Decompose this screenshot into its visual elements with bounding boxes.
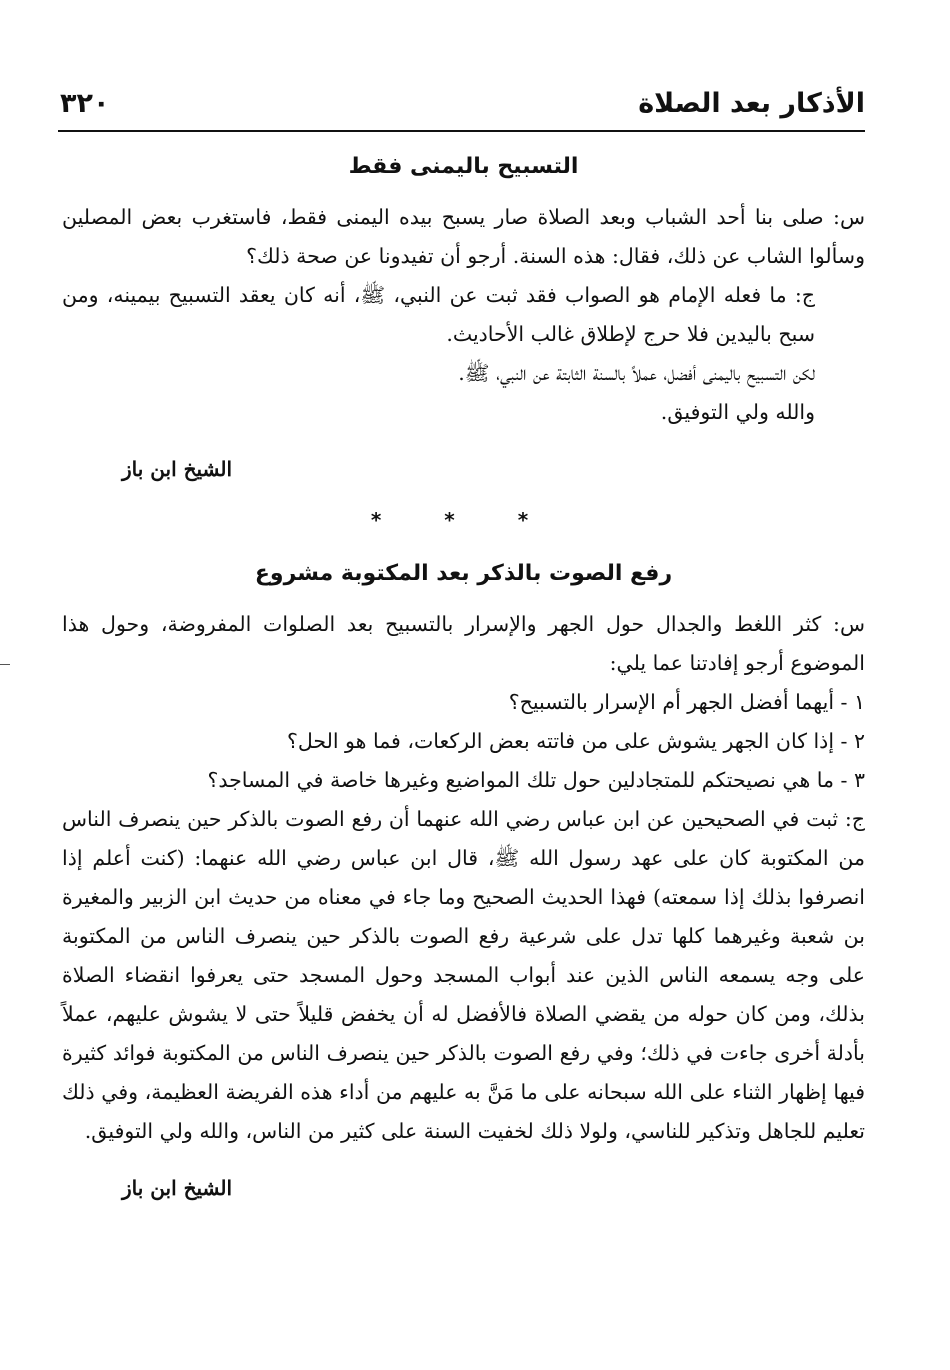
section-title-raising-voice: رفع الصوت بالذكر بعد المكتوبة مشروع [254, 561, 673, 586]
page-content [62, 142, 865, 1208]
section-title-right-hand-tasbih: التسبيح باليمنى فقط [348, 154, 579, 179]
running-header [60, 84, 865, 126]
closing-line: والله ولي التوفيق. [660, 400, 815, 424]
running-title: الأذكار بعد الصلاة [638, 88, 865, 119]
signature: الشيخ ابن باز [122, 1176, 233, 1200]
question-item-1: ١ - أيهما أفضل الجهر أم الإسرار بالتسبيح؟ [508, 690, 865, 714]
header-rule [58, 130, 865, 132]
margin-mark [0, 664, 10, 665]
answer-continuation: لكن التسبيح باليمنى أفضل، عملاً بالسنة الثابتة عن النبي، ﷺ. [458, 361, 815, 385]
question-paragraph: س: كثر اللغط والجدال حول الجهر والإسرار بالتسبيح بعد الصلوات المفروضة، وحول هذا الموضوع أرجو إفادتنا عما يلي: [62, 612, 865, 675]
page-number: ٣٢٠ [60, 88, 110, 119]
answer-paragraph: ج: ما فعله الإمام هو الصواب فقد ثبت عن النبي، ﷺ، أنه كان يعقد التسبيح بيمينه، ومن سبح باليدين فلا حرج لإطلاق غالب الأحاديث. [62, 283, 815, 346]
question-paragraph: س: صلى بنا أحد الشباب وبعد الصلاة صار يسبح بيده اليمنى فقط، فاستغرب بعض المصلين وسألوا الشاب عن ذلك، فقال: هذه السنة. أرجو أن تفيدونا عن صحة ذلك؟ [62, 205, 865, 268]
question-item-2: ٢ - إذا كان الجهر يشوش على من فاتته بعض الركعات، فما هو الحل؟ [286, 729, 865, 753]
answer-paragraph: ج: ثبت في الصحيحين عن ابن عباس رضي الله عنهما أن رفع الصوت بالذكر حين ينصرف الناس من المكتوبة كان على عهد رسول الله ﷺ، قال ابن عباس رضي الله عنهما: (كنت أعلم إذا انصرفوا بذلك إذا سمعته) فهذا الحديث الصحيح وما جاء في معناه من حديث ابن الزبير والمغيرة بن شعبة وغيرهما كلها تدل على شرعية رفع الصوت بالذكر حين ينصرف الناس من المكتوبة على وجه يسمعه الناس الذين عند أبواب المسجد وحول المسجد حتى يعرفوا انقضاء الصلاة بذلك، ومن كان حوله من يقضي الصلاة فالأفضل له أن يخفض قليلاً حتى لا يشوش عليهم، عملاً بأدلة أخرى جاءت في ذلك؛ وفي رفع الصوت بالذكر حين ينصرف الناس من المكتوبة فوائد كثيرة فيها إظهار الثناء على الله سبحانه على ما مَنَّ به عليهم من أداء هذه الفريضة العظيمة، وفي ذلك تعليم للجاهل وتذكير للناسي، ولولا ذلك لخفيت السنة على كثير من الناس، والله ولي التوفيق. [62, 807, 866, 1143]
section-separator: * * * [370, 508, 557, 532]
signature: الشيخ ابن باز [122, 457, 233, 481]
question-item-3: ٣ - ما هي نصيحتكم للمتجادلين حول تلك المواضيع وغيرها خاصة في المساجد؟ [207, 768, 865, 792]
